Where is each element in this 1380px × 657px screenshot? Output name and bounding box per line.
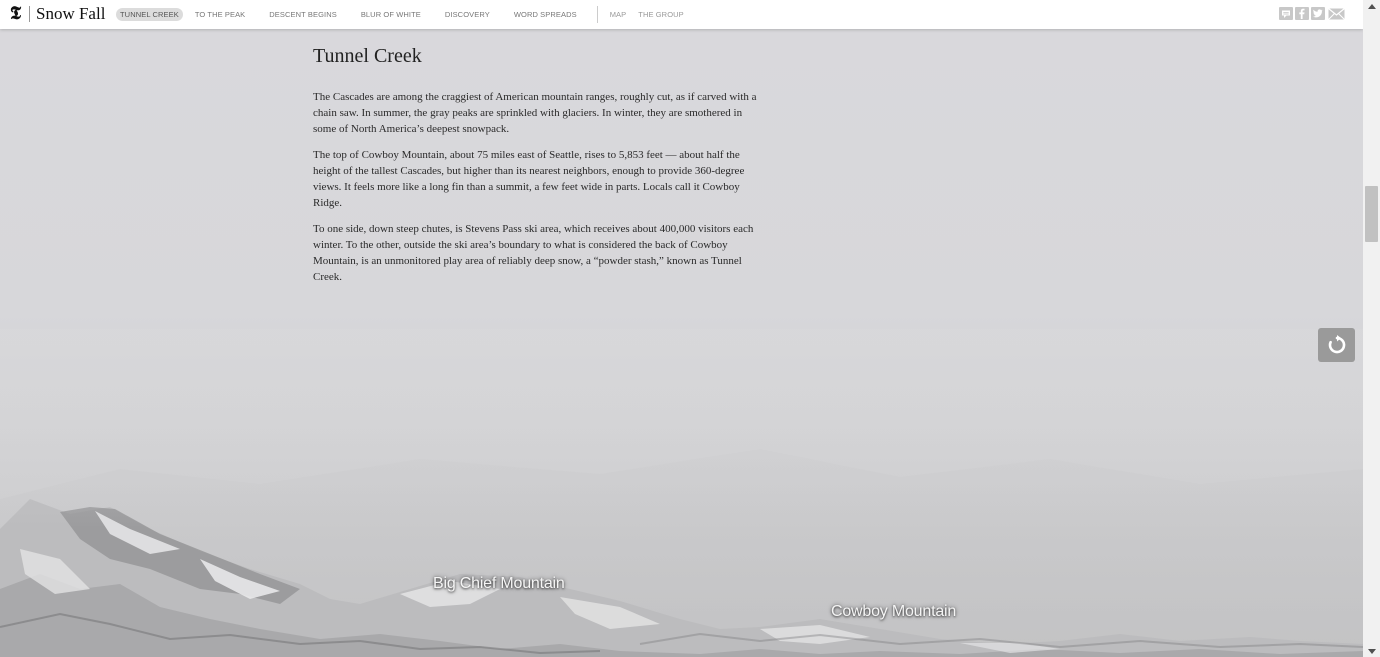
scroll-up-arrow-icon[interactable] [1363,0,1380,12]
nav-item-map[interactable]: MAP [609,10,627,19]
big-chief-mountain-label: Big Chief Mountain [433,575,565,592]
nav-item-discovery[interactable]: DISCOVERY [444,10,490,19]
chapter-nav [116,8,692,21]
replay-button[interactable] [1318,328,1355,362]
article-paragraph: The top of Cowboy Mountain, about 75 miles east of Seattle, rises to 5,853 feet — about half the height of the tallest Cascades, but higher than its nearest neighbors, enough to provide 360-degree views. It feels more like a long fin than a summit, a few feet wide in parts. Locals call it Cowboy Ridge. [313,149,745,209]
logo-divider [29,6,30,22]
top-nav-bar [0,0,1363,29]
comment-icon[interactable] [1279,7,1293,20]
nav-item-the-group[interactable]: THE GROUP [638,10,684,19]
article-paragraph: To one side, down steep chutes, is Stevens Pass ski area, which receives about 400,000 visitors each winter. To the other, outside the ski area’s boundary to what is considered the back of Cowboy Mountain, is an unmonitored play area of reliably deep snow, a “powder stash,” known as Tunnel Creek. [313,223,754,283]
nav-item-tunnel-creek[interactable]: TUNNEL CREEK [116,8,183,21]
article-body [313,43,768,285]
replay-icon [1326,334,1348,356]
vertical-scrollbar[interactable] [1363,0,1380,657]
facebook-icon[interactable] [1295,7,1309,20]
share-tools [1279,7,1345,20]
site-title[interactable]: Snow Fall [36,4,106,23]
cowboy-mountain-label: Cowboy Mountain [831,603,957,620]
nav-item-to-the-peak[interactable]: TO THE PEAK [194,10,246,19]
scroll-down-arrow-icon[interactable] [1363,645,1380,657]
nav-item-word-spreads[interactable]: WORD SPREADS [513,10,577,19]
article-paragraph: The Cascades are among the craggiest of American mountain ranges, roughly cut, as if carved with a chain saw. In summer, the gray peaks are sprinkled with glaciers. In winter, they are smothered in some of North America’s deepest snowpack. [313,91,757,135]
email-icon[interactable] [1327,7,1345,20]
nyt-logo[interactable]: 𝕿 [10,3,22,24]
chapter-title: Tunnel Creek [313,45,422,67]
nav-item-blur-of-white[interactable]: BLUR OF WHITE [360,10,421,19]
scrollbar-thumb[interactable] [1365,186,1378,242]
nav-divider [597,6,598,23]
twitter-icon[interactable] [1311,7,1325,20]
nav-item-descent-begins[interactable]: DESCENT BEGINS [269,10,337,19]
